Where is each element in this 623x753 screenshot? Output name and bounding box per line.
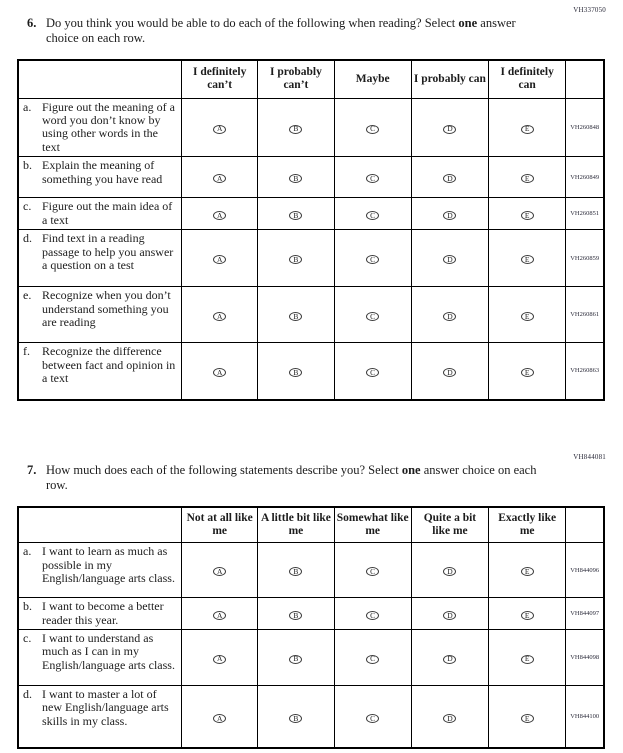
answer-bubble-b[interactable]: B <box>289 211 302 220</box>
row-letter: b. <box>23 599 32 614</box>
answer-cell <box>489 685 566 748</box>
answer-cell <box>411 157 488 198</box>
answer-cell <box>489 98 566 157</box>
answer-cell <box>258 685 334 748</box>
row-text: Explain the meaning of something you have read <box>42 158 163 186</box>
answer-bubble-c[interactable]: C <box>366 312 379 321</box>
answer-cell <box>334 198 411 230</box>
answer-bubble-e[interactable]: E <box>521 174 534 183</box>
answer-cell <box>334 543 411 598</box>
answer-bubble-c[interactable]: C <box>366 611 379 620</box>
answer-bubble-a[interactable]: A <box>213 211 226 220</box>
row-label <box>18 343 182 400</box>
header-empty-cell <box>18 60 182 98</box>
row-label <box>18 598 182 630</box>
answer-bubble-d[interactable]: D <box>443 368 456 377</box>
answer-bubble-b[interactable]: B <box>289 174 302 183</box>
column-header-quite-a-bit: Quite a bit like me <box>411 507 488 543</box>
table-row <box>18 543 604 598</box>
row-letter: a. <box>23 544 32 559</box>
row-label <box>18 287 182 343</box>
table-row <box>18 343 604 400</box>
answer-bubble-b[interactable]: B <box>289 714 302 723</box>
header-code-cell <box>566 507 604 543</box>
answer-bubble-c[interactable]: C <box>366 714 379 723</box>
row-code: VH260851 <box>566 198 604 230</box>
answer-bubble-b[interactable]: B <box>289 368 302 377</box>
column-header-probably-can: I probably can <box>411 60 488 98</box>
answer-cell <box>334 230 411 287</box>
table-row <box>18 629 604 685</box>
row-letter: a. <box>23 99 32 114</box>
answer-cell <box>182 198 258 230</box>
answer-bubble-a[interactable]: A <box>213 125 226 134</box>
answer-cell <box>258 287 334 343</box>
answer-cell <box>334 98 411 157</box>
answer-cell <box>182 343 258 400</box>
table-row <box>18 198 604 230</box>
answer-bubble-d[interactable]: D <box>443 611 456 620</box>
question-6-number: 6. <box>27 16 37 30</box>
answer-cell <box>411 287 488 343</box>
answer-cell <box>258 629 334 685</box>
answer-cell <box>334 343 411 400</box>
answer-bubble-a[interactable]: A <box>213 567 226 576</box>
row-letter: f. <box>23 344 30 359</box>
question-6-prompt <box>0 16 541 46</box>
answer-bubble-d[interactable]: D <box>443 655 456 664</box>
row-letter: e. <box>23 288 32 303</box>
answer-cell <box>182 157 258 198</box>
question-7-table <box>17 506 605 750</box>
table-row <box>18 287 604 343</box>
answer-bubble-e[interactable]: E <box>521 611 534 620</box>
answer-bubble-c[interactable]: C <box>366 368 379 377</box>
answer-bubble-c[interactable]: C <box>366 125 379 134</box>
answer-cell <box>182 629 258 685</box>
answer-cell <box>411 230 488 287</box>
row-code: VH844100 <box>566 685 604 748</box>
answer-cell <box>411 543 488 598</box>
row-code: VH260863 <box>566 343 604 400</box>
table-row <box>18 98 604 157</box>
answer-cell <box>411 343 488 400</box>
header-empty-cell <box>18 507 182 543</box>
answer-bubble-c[interactable]: C <box>366 211 379 220</box>
table-row <box>18 685 604 748</box>
table-row <box>18 157 604 198</box>
row-code: VH260849 <box>566 157 604 198</box>
row-label <box>18 543 182 598</box>
row-label <box>18 629 182 685</box>
answer-bubble-a[interactable]: A <box>213 655 226 664</box>
row-code: VH260859 <box>566 230 604 287</box>
answer-cell <box>411 198 488 230</box>
question-6-form-code: VH337050 <box>573 6 606 14</box>
answer-cell <box>489 598 566 630</box>
column-header-definitely-cant: I definitely can’t <box>182 60 258 98</box>
question-6-text: Do you think you would be able to do each of the following when reading? Select one answer choice on each row. <box>46 16 516 45</box>
row-text: Recognize the difference between fact and opinion in a text <box>42 344 176 385</box>
question-7-section <box>0 453 623 750</box>
answer-bubble-b[interactable]: B <box>289 125 302 134</box>
answer-cell <box>258 543 334 598</box>
row-text: Figure out the main idea of a text <box>42 199 173 227</box>
answer-bubble-a[interactable]: A <box>213 368 226 377</box>
row-label <box>18 685 182 748</box>
column-header-definitely-can: I definitely can <box>489 60 566 98</box>
row-label <box>18 230 182 287</box>
column-header-little-bit: A little bit like me <box>258 507 334 543</box>
answer-bubble-b[interactable]: B <box>289 567 302 576</box>
answer-bubble-a[interactable]: A <box>213 255 226 264</box>
column-header-not-at-all: Not at all like me <box>182 507 258 543</box>
answer-bubble-b[interactable]: B <box>289 255 302 264</box>
question-7-prompt <box>0 463 541 493</box>
row-letter: b. <box>23 158 32 173</box>
answer-bubble-d[interactable]: D <box>443 211 456 220</box>
row-text: Figure out the meaning of a word you don’t know by using other words in the text <box>42 99 175 154</box>
question-7-number: 7. <box>27 462 37 477</box>
answer-cell <box>182 98 258 157</box>
answer-cell <box>489 543 566 598</box>
answer-cell <box>489 198 566 230</box>
answer-bubble-d[interactable]: D <box>443 567 456 576</box>
answer-cell <box>258 598 334 630</box>
answer-bubble-e[interactable]: E <box>521 655 534 664</box>
answer-bubble-e[interactable]: E <box>521 125 534 134</box>
header-code-cell <box>566 60 604 98</box>
row-text: Find text in a reading passage to help you answer a question on a test <box>42 231 174 272</box>
column-header-somewhat: Somewhat like me <box>334 507 411 543</box>
row-label <box>18 198 182 230</box>
answer-cell <box>334 685 411 748</box>
answer-bubble-e[interactable]: E <box>521 255 534 264</box>
answer-cell <box>489 287 566 343</box>
answer-bubble-e[interactable]: E <box>521 312 534 321</box>
row-code: VH844096 <box>566 543 604 598</box>
answer-cell <box>258 343 334 400</box>
column-header-maybe: Maybe <box>334 60 411 98</box>
row-text: I want to master a lot of new English/language arts skills in my class. <box>42 686 169 728</box>
row-code: VH844097 <box>566 598 604 630</box>
question-7-form-code: VH844081 <box>573 452 606 461</box>
answer-cell <box>411 629 488 685</box>
answer-cell <box>182 543 258 598</box>
question-7-text: How much does each of the following statements describe you? Select one answer choice on each row. <box>46 462 537 492</box>
row-code: VH260861 <box>566 287 604 343</box>
answer-cell <box>411 98 488 157</box>
answer-cell <box>334 287 411 343</box>
answer-bubble-d[interactable]: D <box>443 312 456 321</box>
answer-bubble-e[interactable]: E <box>521 211 534 220</box>
answer-cell <box>182 230 258 287</box>
answer-bubble-d[interactable]: D <box>443 125 456 134</box>
row-text: I want to learn as much as possible in my English/language arts class. <box>42 544 175 585</box>
answer-bubble-b[interactable]: B <box>289 312 302 321</box>
answer-bubble-e[interactable]: E <box>521 714 534 723</box>
answer-cell <box>489 343 566 400</box>
question-6-header-row <box>18 60 604 98</box>
answer-cell <box>334 157 411 198</box>
answer-bubble-e[interactable]: E <box>521 567 534 576</box>
answer-bubble-c[interactable]: C <box>366 255 379 264</box>
answer-bubble-c[interactable]: C <box>366 655 379 664</box>
question-7-header-row <box>18 507 604 543</box>
row-text: Recognize when you don’t understand something you are reading <box>42 288 171 329</box>
answer-cell <box>182 685 258 748</box>
answer-cell <box>411 598 488 630</box>
answer-cell <box>489 230 566 287</box>
answer-bubble-a[interactable]: A <box>213 312 226 321</box>
column-header-probably-cant: I probably can’t <box>258 60 334 98</box>
answer-bubble-b[interactable]: B <box>289 655 302 664</box>
answer-cell <box>182 287 258 343</box>
answer-cell <box>334 598 411 630</box>
answer-bubble-a[interactable]: A <box>213 714 226 723</box>
row-letter: c. <box>23 630 32 645</box>
answer-bubble-a[interactable]: A <box>213 174 226 183</box>
row-letter: c. <box>23 199 32 214</box>
answer-cell <box>258 157 334 198</box>
answer-bubble-d[interactable]: D <box>443 714 456 723</box>
answer-bubble-a[interactable]: A <box>213 611 226 620</box>
answer-bubble-b[interactable]: B <box>289 611 302 620</box>
answer-bubble-e[interactable]: E <box>521 368 534 377</box>
question-6-section <box>0 6 623 401</box>
answer-bubble-d[interactable]: D <box>443 174 456 183</box>
row-letter: d. <box>23 231 32 246</box>
row-letter: d. <box>23 686 32 701</box>
answer-cell <box>334 629 411 685</box>
answer-cell <box>258 198 334 230</box>
table-row <box>18 598 604 630</box>
question-6-table <box>17 59 605 401</box>
column-header-exactly: Exactly like me <box>489 507 566 543</box>
answer-cell <box>182 598 258 630</box>
row-text: I want to understand as much as I can in my English/language arts class. <box>42 630 175 672</box>
answer-bubble-c[interactable]: C <box>366 567 379 576</box>
row-label <box>18 98 182 157</box>
answer-cell <box>411 685 488 748</box>
answer-cell <box>258 230 334 287</box>
answer-cell <box>489 157 566 198</box>
answer-bubble-d[interactable]: D <box>443 255 456 264</box>
table-row <box>18 230 604 287</box>
answer-cell <box>258 98 334 157</box>
row-label <box>18 157 182 198</box>
row-text: I want to become a better reader this year. <box>42 599 164 627</box>
row-code: VH260848 <box>566 98 604 157</box>
answer-cell <box>489 629 566 685</box>
answer-bubble-c[interactable]: C <box>366 174 379 183</box>
row-code: VH844098 <box>566 629 604 685</box>
